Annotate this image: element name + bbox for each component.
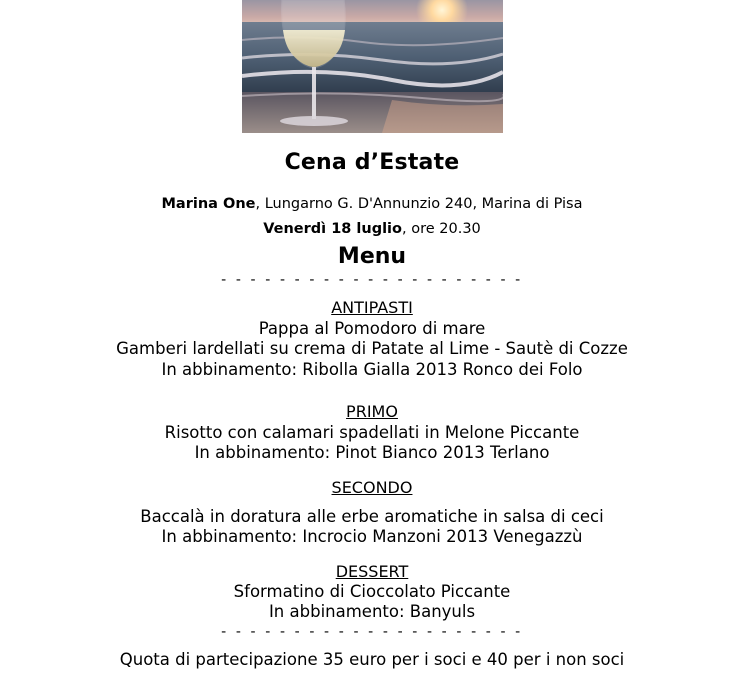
wine-pairing: In abbinamento: Pinot Bianco 2013 Terlano <box>194 443 550 462</box>
event-date <box>0 221 744 237</box>
section-title-antipasti: ANTIPASTI <box>331 298 413 317</box>
menu-item: Pappa al Pomodoro di mare <box>258 319 486 338</box>
section-title-primo: PRIMO <box>346 402 398 421</box>
wine-pairing: In abbinamento: Banyuls <box>268 602 476 621</box>
separator-top: - - - - - - - - - - - - - - - - - - - - - <box>221 272 523 288</box>
venue-address: , Lungarno G. D'Annunzio 240, Marina di Pisa <box>255 196 583 212</box>
venue-name: Marina One <box>161 196 256 212</box>
separator-bottom: - - - - - - - - - - - - - - - - - - - - - <box>221 624 523 640</box>
participation-fee: Quota di partecipazione 35 euro per i soci e 40 per i non soci <box>119 650 625 669</box>
event-date-day: Venerdì 18 luglio <box>263 221 402 237</box>
section-title-dessert: DESSERT <box>335 562 409 581</box>
event-venue <box>0 196 744 212</box>
wine-glass-sunset-photo <box>242 0 503 133</box>
menu-item: Baccalà in doratura alle erbe aromatiche in salsa di ceci <box>140 507 604 526</box>
menu-item: Sformatino di Cioccolato Piccante <box>233 582 511 601</box>
menu-item: Risotto con calamari spadellati in Melone Piccante <box>164 423 580 442</box>
event-title: Cena d’Estate <box>284 150 460 175</box>
section-title-secondo: SECONDO <box>331 478 413 497</box>
menu-item: Gamberi lardellati su crema di Patate al Lime - Sautè di Cozze <box>116 339 628 358</box>
event-time: , ore 20.30 <box>402 221 481 237</box>
wine-pairing: In abbinamento: Ribolla Gialla 2013 Ronco dei Folo <box>161 360 583 379</box>
wine-pairing: In abbinamento: Incrocio Manzoni 2013 Venegazzù <box>161 527 583 546</box>
menu-heading: Menu <box>337 244 407 269</box>
